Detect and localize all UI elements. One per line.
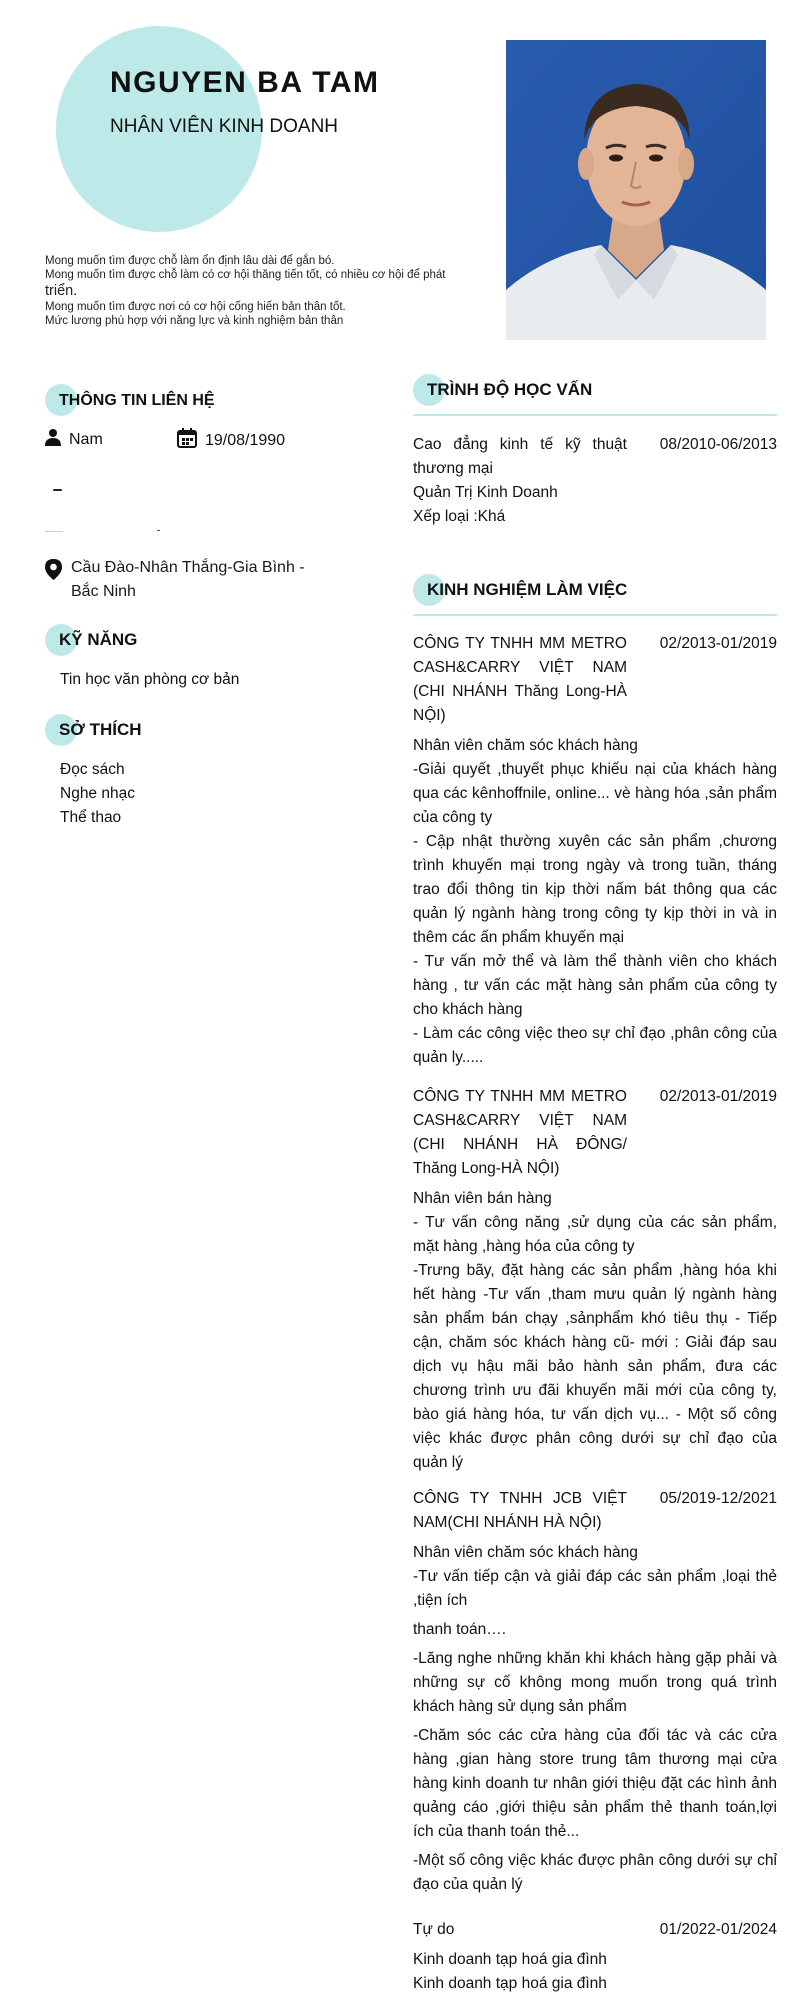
objective-line: Mong muốn tìm được chỗ làm ổn định lâu dài để gắn bó. [45, 255, 335, 267]
candidate-name: NGUYEN BA TAM [110, 66, 380, 99]
birthday-row [177, 428, 285, 453]
objective-line: Mong muốn tìm được nơi có cơ hội cống hiến bản thân tốt. [45, 301, 346, 313]
job-detail: -Chăm sóc các cửa hàng của đối tác và các cửa hàng ,gian hàng store trung tâm thương mại cửa hàng kinh doanh tư nhân giới thiệu đặt các hình ảnh quảng cáo ,giới thiệu sản phẩm thẻ thanh toán,lợi ích của thanh toán thẻ... [413, 1727, 777, 1840]
gender-value: Nam [69, 430, 103, 448]
job-position: Nhân viên chăm sóc khách hàng [413, 1544, 638, 1561]
job-company: CÔNG TY TNHH JCB VIỆT NAM(CHI NHÁNH HÀ NỘI) [413, 1490, 627, 1531]
job-detail: thanh toán…. [413, 1621, 507, 1638]
job-dates: 02/2013-01/2019 [659, 1088, 777, 1105]
address-value: Cầu Đào-Nhân Thắng-Gia Bình - Bắc Ninh [71, 559, 305, 600]
job-detail: -Lăng nghe những khăn khi khách hàng gặp phải và những sự cố không mong muốn trong quá trình khách hàng sử dụng sản phẩm [413, 1650, 777, 1715]
job-entry-head [413, 1487, 777, 1535]
skills-list [60, 668, 239, 692]
location-pin-icon [45, 559, 62, 604]
job-entry-head [413, 1085, 777, 1181]
section-title: KINH NGHIỆM LÀM VIỆC [427, 580, 628, 599]
education-grade: Xếp loại :Khá [413, 508, 506, 525]
profile-photo-illustration [506, 40, 766, 340]
birthday-value: 19/08/1990 [205, 431, 286, 449]
gender-row [45, 428, 103, 451]
calendar-icon [177, 428, 197, 453]
job-dates: 02/2013-01/2019 [659, 635, 777, 652]
job-detail: -Trưng bãy, đặt hàng các sản phẩm ,hàng hóa khi hết hàng -Tư vấn ,tham mưu quản lý ngành hàng sản phẩm bán chạy ,sảnphẩm khó tiêu thụ - Tiếp cận, chăm sóc khách hàng cũ- mới : Giải đáp sau dịch vụ hậu mãi bảo hành sản phẩm, đưa các chương trình ưu đãi khuyến mãi mới của công ty, bào giá hàng hóa, tư vấn dịch vụ... - Một số công việc khác được phân công dưới sự chỉ đạo của quản lý [413, 1262, 777, 1471]
job-detail: -Giải quyết ,thuyết phục khiếu nại của khách hàng qua các kênhoffnile, online... vè hàng hóa ,sản phẩm của công ty [413, 761, 777, 826]
job-detail: - Tư vấn mở thể và làm thể thành viên cho khách hàng , tư vấn các mặt hàng sản phẩm của công ty cho khách hàng [413, 953, 777, 1018]
section-title: THÔNG TIN LIÊN HỆ [59, 392, 215, 409]
section-title: KỸ NĂNG [59, 630, 138, 649]
objective-line: triển. [45, 283, 78, 299]
job-company: CÔNG TY TNHH MM METRO CASH&CARRY VIỆT NAM (CHI NHÁNH HÀ ĐÔNG/ Thăng Long-HÀ NỘI) [413, 1088, 627, 1177]
job-dates: 05/2019-12/2021 [659, 1490, 777, 1507]
section-divider [413, 614, 777, 616]
hobby-item: Thể thao [60, 809, 122, 826]
profile-photo [506, 40, 766, 340]
job-position: Kinh doanh tạp hoá gia đình [413, 1951, 607, 1968]
candidate-role: NHÂN VIÊN KINH DOANH [110, 116, 339, 137]
education-major: Quản Trị Kinh Doanh [413, 484, 558, 501]
redacted-mark [45, 531, 63, 532]
job-detail: -Tư vấn tiếp cận và giải đáp các sản phẩm ,loại thẻ ,tiện ích [413, 1568, 777, 1609]
school-name: Cao đẳng kinh tế kỹ thuật thương mại [413, 436, 627, 477]
job-position: Nhân viên chăm sóc khách hàng [413, 737, 638, 754]
job-detail: - Làm các công việc theo sự chỉ đạo ,phân công của quản ly..... [413, 1025, 777, 1066]
redacted-mark [53, 489, 62, 491]
objective-line: Mong muốn tìm được chỗ làm có cơ hội thăng tiến tốt, có nhiều cơ hội để phát [45, 269, 446, 281]
job-detail: -Một số công việc khác được phân công dưới sự chỉ đạo của quản lý [413, 1852, 777, 1893]
section-divider [413, 414, 777, 416]
section-title: SỞ THÍCH [59, 720, 142, 739]
job-details [413, 1541, 777, 1902]
job-detail: - Cập nhật thường xuyên các sản phẩm ,chương trình khuyến mại trong ngày và trong tuần, tháng trao đổi thông tin kịp thời nấm bát thông qua các quản lý ngành hàng trong công ty kịp thời in và in thêm các ấn phẩm khuyến mại [413, 833, 777, 946]
hobby-item: Nghe nhạc [60, 785, 135, 802]
job-dates: 01/2022-01/2024 [659, 1921, 777, 1938]
job-details [413, 734, 777, 1070]
hobby-item: Đọc sách [60, 761, 125, 778]
job-entry-head [413, 632, 777, 728]
education-entry-head [413, 433, 777, 481]
job-position: Nhân viên bán hàng [413, 1190, 552, 1207]
redacted-mark [157, 530, 160, 531]
job-detail: Kinh doanh tạp hoá gia đình [413, 1975, 607, 1992]
address-row [45, 556, 325, 604]
job-company: Tự do [413, 1921, 455, 1938]
career-objective [45, 254, 475, 328]
job-detail: - Tư vấn công năng ,sử dụng của các sản phẩm, mặt hàng ,hàng hóa của công ty [413, 1214, 777, 1255]
education-details [413, 481, 777, 529]
job-details [413, 1948, 777, 1996]
section-title: TRÌNH ĐỘ HỌC VẤN [427, 380, 593, 399]
hobbies-list [60, 758, 135, 830]
person-icon [45, 428, 61, 451]
skill-item: Tin học văn phòng cơ bản [60, 671, 240, 688]
job-details [413, 1187, 777, 1475]
objective-line: Mức lương phù hợp với năng lực và kinh nghiệm bản thân [45, 315, 344, 327]
job-entry-head [413, 1918, 777, 1942]
job-company: CÔNG TY TNHH MM METRO CASH&CARRY VIỆT NAM (CHI NHÁNH Thăng Long-HÀ NỘI) [413, 635, 627, 724]
education-dates: 08/2010-06/2013 [659, 436, 777, 453]
